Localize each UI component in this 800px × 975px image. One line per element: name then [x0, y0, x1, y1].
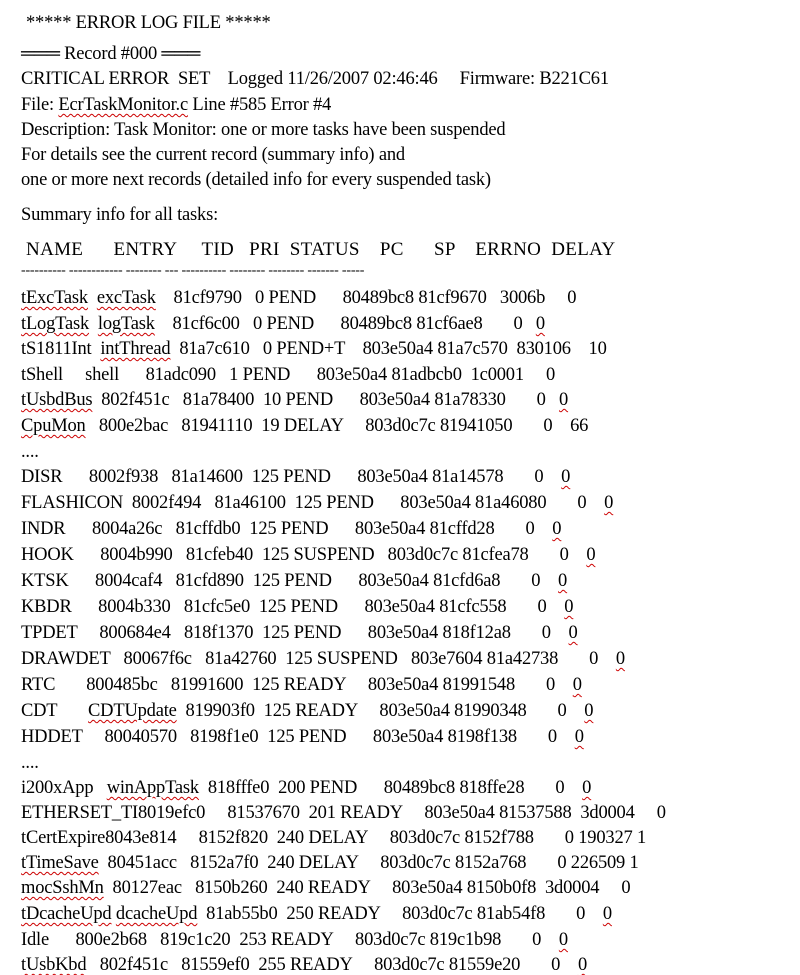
task-row: [21, 702, 593, 721]
task-row: [21, 546, 595, 565]
task-row: [21, 520, 561, 539]
spell-flagged-word: tDcacheUpd: [21, 904, 112, 924]
row-text: [89, 314, 98, 334]
row-text: INDR 8004a26c 81cffdb0 125 PEND 803e50a4 81cffd28 0: [21, 519, 553, 539]
spell-flagged-word: tTimeSave: [21, 853, 99, 873]
spell-flagged-word: CpuMon: [21, 416, 86, 436]
task-row: [21, 494, 613, 513]
task-row: [21, 572, 567, 591]
spell-flagged-word: 0: [586, 545, 596, 565]
spell-flagged-word: tLogTask: [21, 314, 90, 334]
row-text: Idle 800e2b68 819c1c20 253 READY 803d0c7c 819c1b98 0: [21, 930, 559, 950]
task-row: [21, 804, 666, 823]
spell-flagged-word: 0: [577, 955, 587, 975]
spell-flagged-word: 0: [582, 778, 592, 798]
row-text: tS1811Int: [21, 339, 101, 359]
spell-flagged-word: 0: [559, 390, 569, 410]
spell-flagged-word: tUsbdBus: [21, 390, 93, 410]
ellipsis-line: [21, 443, 39, 462]
row-text: FLASHICON 8002f494 81a46100 125 PEND 803e50a4 81a46080 0: [21, 493, 605, 513]
row-text: HOOK 8004b990 81cfeb40 125 SUSPEND 803d0c7c 81cfea78 0: [21, 545, 587, 565]
details-line-2: one or more next records (detailed info for every suspended task): [21, 170, 491, 190]
spell-flagged-word: CDTUpdate: [88, 701, 177, 721]
description-line: Description: Task Monitor: one or more tasks have been suspended: [21, 120, 506, 140]
spell-flagged-word: 0: [572, 675, 582, 695]
spell-flagged-word: mocSshMn: [21, 878, 104, 898]
task-row: [21, 879, 630, 898]
task-row: [21, 391, 568, 410]
spell-flagged-word: 0: [602, 904, 612, 924]
row-text: 802f451c 81559ef0 255 READY 803d0c7c 81559e20 0: [86, 955, 578, 975]
row-text: tCertExpire8043e814 8152f820 240 DELAY 803d0c7c 8152f788 0 190327 1: [21, 828, 647, 848]
task-row: [21, 624, 578, 643]
row-text: i200xApp: [21, 778, 107, 798]
spell-flagged-word: 0: [584, 701, 594, 721]
spell-flagged-word: 0: [574, 727, 584, 747]
row-text: 81cf9790 0 PEND 80489bc8 81cf9670 3006b 0: [155, 288, 577, 308]
spell-flagged-word: excTask: [96, 288, 156, 308]
spell-flagged-word: winAppTask: [106, 778, 199, 798]
task-row: [21, 650, 625, 669]
file-suffix: Line #585 Error #4: [187, 95, 332, 115]
separator-line: ---------- ------------ -------- --- ---------- -------- -------- ------- -----: [21, 263, 365, 278]
row-text: 802f451c 81a78400 10 PEND 803e50a4 81a78330 0: [92, 390, 559, 410]
row-text: tShell shell 81adc090 1 PEND 803e50a4 81adbcb0 1c0001 0: [21, 365, 556, 385]
row-text: 81ab55b0 250 READY 803d0c7c 81ab54f8 0: [197, 904, 603, 924]
spell-flagged-word: 0: [568, 623, 578, 643]
task-row: [21, 417, 588, 436]
columns-header: NAME ENTRY TID PRI STATUS PC SP ERRNO DELAY: [21, 239, 616, 260]
task-row: [21, 315, 545, 334]
row-text: [88, 288, 97, 308]
spell-flagged-word: 0: [615, 649, 625, 669]
record-header: ═══ Record #000 ═══: [21, 44, 201, 64]
task-row: [21, 728, 584, 747]
task-row: [21, 289, 576, 308]
row-text: RTC 800485bc 81991600 125 READY 803e50a4 81991548 0: [21, 675, 573, 695]
row-text: ETHERSET_TI8019efc0 81537670 201 READY 803e50a4 81537588 3d0004 0: [21, 803, 666, 823]
task-row: [21, 676, 582, 695]
row-text: 80451acc 8152a7f0 240 DELAY 803d0c7c 8152a768 0 226509 1: [98, 853, 639, 873]
spell-flagged-word: 0: [558, 930, 568, 950]
row-text: 81a7c610 0 PEND+T 803e50a4 81a7c570 830106 10: [170, 339, 607, 359]
task-row: [21, 468, 570, 487]
spell-flagged-word: logTask: [97, 314, 155, 334]
row-text: ....: [21, 442, 39, 462]
row-text: HDDET 80040570 8198f1e0 125 PEND 803e50a4 8198f138 0: [21, 727, 575, 747]
task-row: [21, 931, 568, 950]
spell-flagged-word: 0: [564, 597, 574, 617]
row-text: KBDR 8004b330 81cfc5e0 125 PEND 803e50a4 81cfc558 0: [21, 597, 565, 617]
spell-flagged-word: 0: [552, 519, 562, 539]
summary-label: Summary info for all tasks:: [21, 205, 219, 225]
row-text: 800e2bac 81941110 19 DELAY 803d0c7c 81941050 0 66: [85, 416, 589, 436]
row-text: 81cf6c00 0 PEND 80489bc8 81cf6ae8 0: [154, 314, 536, 334]
task-row: [21, 956, 587, 975]
ellipsis-line: [21, 754, 39, 773]
file-prefix: File:: [21, 95, 59, 115]
spell-flagged-word: 0: [535, 314, 545, 334]
task-row: [21, 340, 607, 359]
task-row: [21, 598, 573, 617]
row-text: 818fffe0 200 PEND 80489bc8 818ffe28 0: [198, 778, 583, 798]
task-row: [21, 854, 639, 873]
file-line: [21, 96, 331, 115]
spell-flagged-word: dcacheUpd: [115, 904, 198, 924]
file-name: EcrTaskMonitor.c: [58, 95, 188, 115]
critical-error-line: CRITICAL ERROR SET Logged 11/26/2007 02:46:46 Firmware: B221C61: [21, 69, 609, 89]
log-title: ***** ERROR LOG FILE *****: [26, 13, 271, 33]
task-row: [21, 779, 591, 798]
spell-flagged-word: 0: [558, 571, 568, 591]
row-text: ....: [21, 753, 39, 773]
task-row: [21, 829, 646, 848]
task-row: [21, 905, 612, 924]
spell-flagged-word: 0: [561, 467, 571, 487]
spell-flagged-word: intThread: [100, 339, 171, 359]
spell-flagged-word: tUsbKbd: [21, 955, 87, 975]
row-text: DRAWDET 80067f6c 81a42760 125 SUSPEND 803e7604 81a42738 0: [21, 649, 616, 669]
row-text: CDT: [21, 701, 89, 721]
details-line-1: For details see the current record (summary info) and: [21, 145, 405, 165]
row-text: DISR 8002f938 81a14600 125 PEND 803e50a4 81a14578 0: [21, 467, 562, 487]
row-text: KTSK 8004caf4 81cfd890 125 PEND 803e50a4 81cfd6a8 0: [21, 571, 559, 591]
row-text: 80127eac 8150b260 240 READY 803e50a4 8150b0f8 3d0004 0: [103, 878, 631, 898]
spell-flagged-word: tExcTask: [21, 288, 88, 308]
task-row: [21, 366, 555, 385]
spell-flagged-word: 0: [604, 493, 614, 513]
row-text: 819903f0 125 READY 803e50a4 81990348 0: [176, 701, 585, 721]
row-text: TPDET 800684e4 818f1370 125 PEND 803e50a4 818f12a8 0: [21, 623, 569, 643]
